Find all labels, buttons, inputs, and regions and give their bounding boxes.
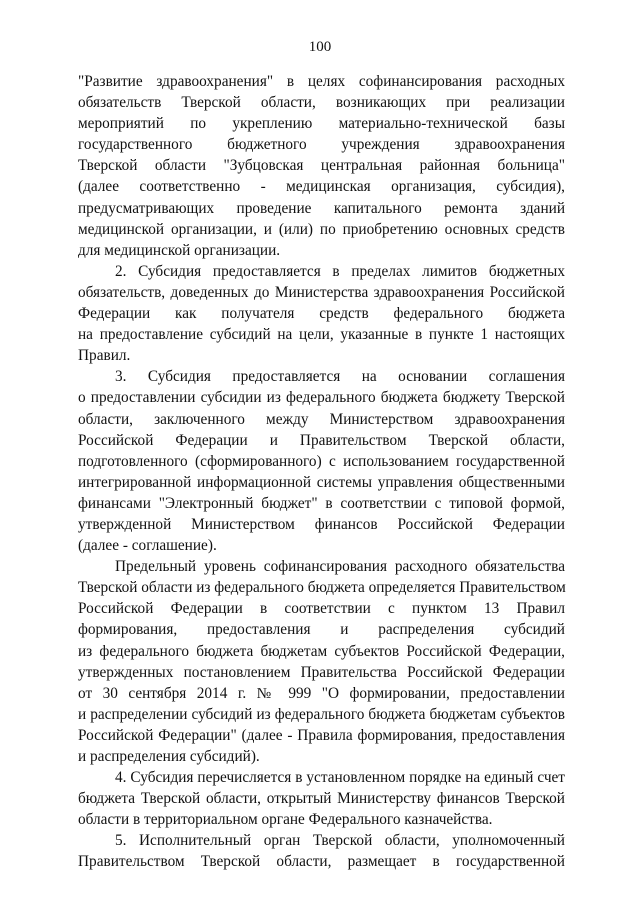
text-line: области, заключенного между Министерством здравоохранения <box>78 410 565 428</box>
text-line: от 30 сентября 2014 г. № 999 "О формировании, предоставлении <box>78 684 565 702</box>
text-line: бюджета Тверской области, открытый Министерству финансов Тверской <box>78 790 565 808</box>
paragraph-item-2 <box>78 261 565 366</box>
paragraph-continuation <box>78 71 565 261</box>
text-line: обязательств, доведенных до Министерства здравоохранения Российской <box>78 283 565 301</box>
text-line: государственного бюджетного учреждения здравоохранения <box>78 136 565 154</box>
text-line: "Развитие здравоохранения" в целях софинансирования расходных <box>78 73 565 90</box>
text-line: и распределении субсидий из федерального бюджета бюджетам субъектов <box>78 705 565 723</box>
document-body <box>78 71 565 873</box>
paragraph-item-4 <box>78 767 565 830</box>
text-line: Тверской области "Зубцовская центральная районная больница" <box>78 157 565 175</box>
text-line: 4. Субсидия перечисляется в установленном порядке на единый счет <box>115 769 565 787</box>
paragraph-item-3 <box>78 366 565 556</box>
text-line: формирования, предоставления и распределения субсидий <box>78 621 565 639</box>
text-line: Российской Федерации" (далее - Правила формирования, предоставления <box>78 726 565 744</box>
text-line: о предоставлении субсидии из федерального бюджета бюджету Тверской <box>78 389 565 407</box>
paragraph-item-5 <box>78 830 565 872</box>
text-line: из федерального бюджета бюджетам субъектов Российской Федерации, <box>78 642 565 660</box>
text-line: (далее соответственно - медицинская организация, субсидия), <box>78 178 565 196</box>
page-number: 100 <box>308 39 332 55</box>
text-line: утвержденной Министерством финансов Российской Федерации <box>78 515 565 533</box>
text-line: Российской Федерации в соответствии с пунктом 13 Правил <box>78 600 565 618</box>
text-line: Тверской области из федерального бюджета определяется Правительством <box>78 579 566 597</box>
text-line: утвержденных постановлением Правительства Российской Федерации <box>78 663 565 681</box>
text-line: предусматривающих проведение капитального ремонта зданий <box>78 199 565 217</box>
text-line: Российской Федерации и Правительством Тверской области, <box>78 431 565 449</box>
text-line: интегрированной информационной системы управления общественными <box>78 473 565 491</box>
text-line: медицинской организации, и (или) по приобретению основных средств <box>78 220 565 238</box>
text-line: финансами "Электронный бюджет" в соответствии с типовой формой, <box>78 494 565 512</box>
text-line: Федерации как получателя средств федерального бюджета <box>78 305 565 323</box>
paragraph-limit <box>78 556 565 767</box>
text-line: на предоставление субсидий на цели, указанные в пункте 1 настоящих <box>78 326 565 344</box>
text-line: для медицинской организации. <box>78 241 281 259</box>
text-line: Правительством Тверской области, размещает в государственной <box>78 853 565 871</box>
text-line: мероприятий по укреплению материально-технической базы <box>78 115 565 133</box>
text-line: Предельный уровень софинансирования расходного обязательства <box>115 558 565 576</box>
text-line: 3. Субсидия предоставляется на основании соглашения <box>115 368 565 386</box>
text-line: области в территориальном органе Федерального казначейства. <box>78 811 493 829</box>
text-line: подготовленного (сформированного) с использованием государственной <box>78 452 565 470</box>
text-line: 2. Субсидия предоставляется в пределах лимитов бюджетных <box>115 262 565 280</box>
text-line: обязательств Тверской области, возникающих при реализации <box>78 94 565 112</box>
text-line: Правил. <box>78 347 131 365</box>
text-line: (далее - соглашение). <box>78 537 217 555</box>
text-line: и распределения субсидий). <box>78 748 260 765</box>
text-line: 5. Исполнительный орган Тверской области, уполномоченный <box>115 832 565 850</box>
